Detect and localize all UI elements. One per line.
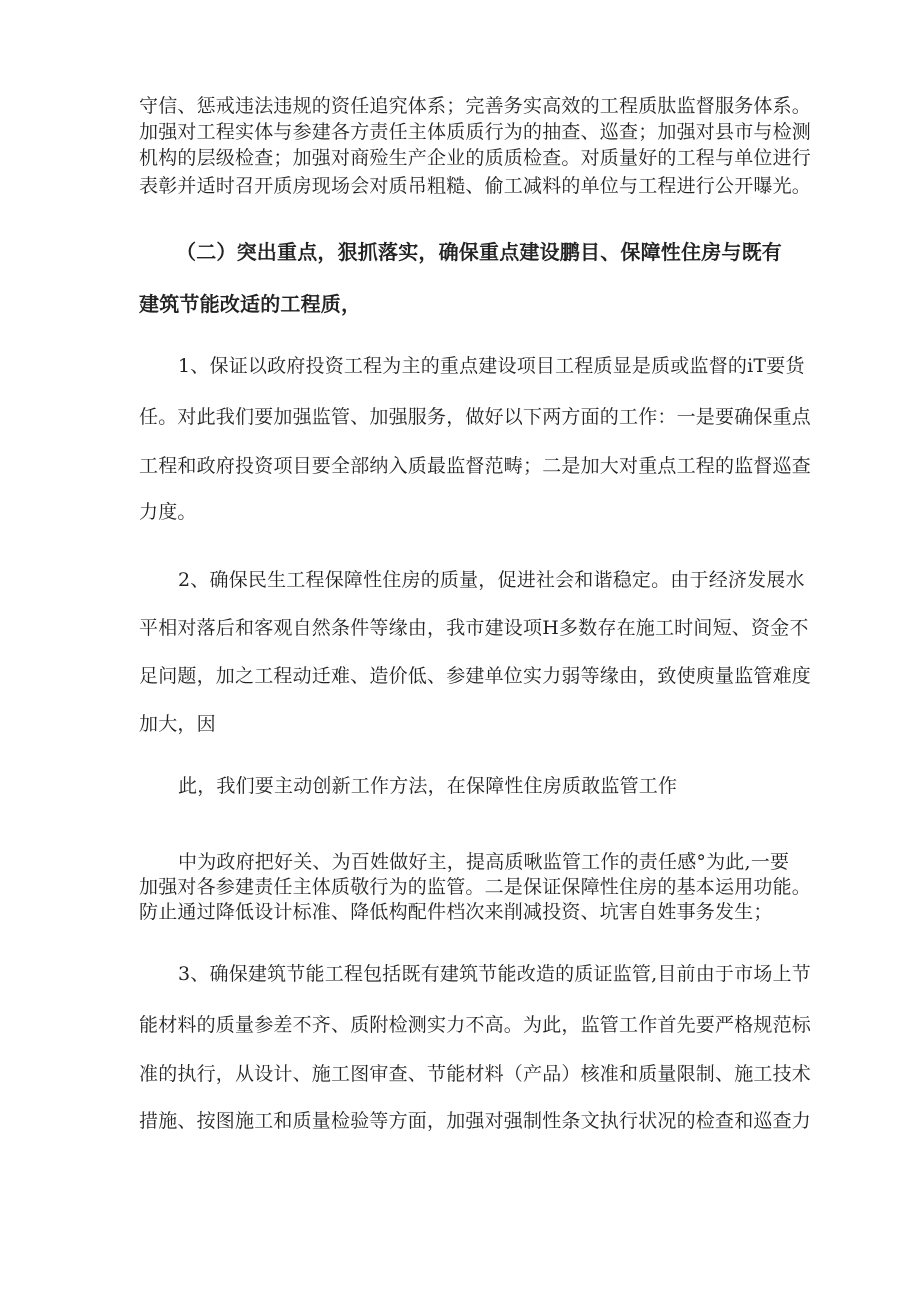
text-line: 工程和政府投资项目要全部纳入质最监督范畴；二是加大对重点工程的监督巡查 xyxy=(139,455,812,477)
text-line: 守信、惩戒违法违规的资任追究体系；完善务实高效的工程质肽监督服务体系。 xyxy=(139,95,812,117)
text-line: 防止通过降低设计标准、降低构配件档次来削减投资、坑害自姓事务发生； xyxy=(139,901,773,923)
text-line: 加强对各参建责任主体质敬行为的监管。二是保证保障性住房的基本运用功能。 xyxy=(139,876,812,898)
text-line: 平相对落后和客观自然条件等缘由，我市建设项H多数存在施工时间短、资金不 xyxy=(139,617,809,639)
text-line: 中为政府把好关、为百姓做好主，提高质啾监管工作的责任感°为此,一要 xyxy=(178,851,790,873)
text-line: 2、确保民生工程保障性住房的质量，促进社会和谐稳定。由于经济发展水 xyxy=(178,569,805,591)
text-line: 机构的层级检查；加强对商殓生产企业的质质检查。对质量好的工程与单位进行 xyxy=(139,147,812,169)
text-line: 任。对此我们要加强监管、加强服务，做好以下两方面的工作：一是要确保重点 xyxy=(139,406,812,428)
text-line: 力度。 xyxy=(139,501,197,523)
text-line: 能材料的质量参差不齐、质附检测实力不高。为此，监管工作首先要严格规范标 xyxy=(139,1014,812,1036)
text-line: 1、保证以政府投资工程为主的重点建设项目工程质显是质或监督的iT要货 xyxy=(178,355,805,377)
text-line: 措施、按图施工和质量检验等方面，加强对强制性条文执行状况的检查和巡查力 xyxy=(139,1110,812,1132)
text-line: 3、确保建筑节能工程包括既有建筑节能改造的质证监管,目前由于市场上节 xyxy=(178,963,811,985)
heading-line: （二）突出重点，狠抓落实，确保重点建设鹏目、保障性住房与既有 xyxy=(176,240,782,264)
text-line: 足问题，加之工程动迁难、造价低、参建单位实力弱等缘由，致使庾量监管难度 xyxy=(139,665,812,687)
heading-line: 建筑节能改适的工程质， xyxy=(139,292,362,316)
text-line: 此，我们要主动创新工作方法，在保障性住房质敢监管工作 xyxy=(178,775,678,797)
text-line: 准的执行，从设计、施工图审查、节能材料（产品）核准和质量限制、施工技术 xyxy=(139,1063,812,1085)
text-line: 表彰并适时召开质房现场会对质吊粗糙、偷工减料的单位与工程进行公开曝光。 xyxy=(139,175,812,197)
text-line: 加大，因 xyxy=(139,713,216,735)
text-line: 加强对工程实体与参建各方责任主体质质行为的抽查、巡查；加强对县市与检测 xyxy=(139,121,812,143)
